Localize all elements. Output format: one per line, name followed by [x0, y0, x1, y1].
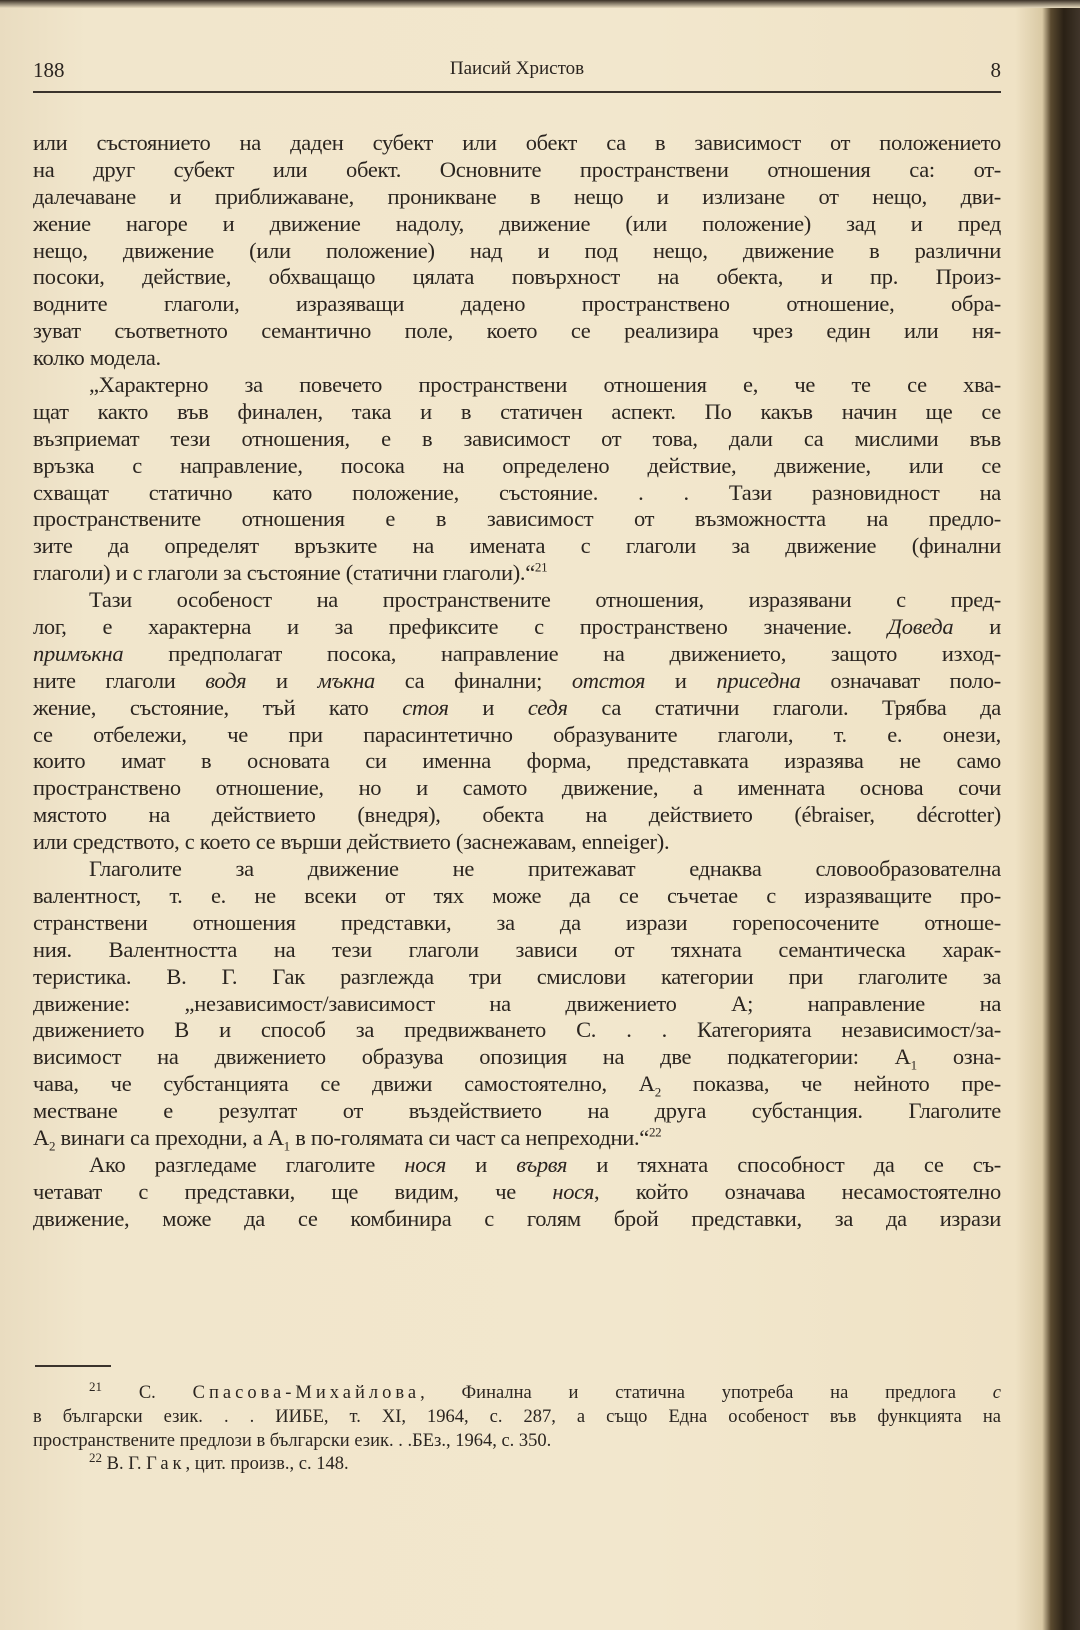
text-line [33, 211, 1001, 238]
footnote-line [33, 1450, 1001, 1477]
text-run: „Характерно за повечето пространствени отношения е, че те се хва- [89, 372, 1001, 398]
text-run: които имат в основата си именна форма, представката изразява не само [33, 748, 1001, 774]
footnote-separator [35, 1365, 111, 1367]
text-line [33, 937, 1001, 964]
text-run: и тяхната способност да се съ- [567, 1151, 1001, 1177]
text-run: А [33, 1124, 49, 1150]
footnote-ref: 21 [534, 559, 548, 575]
italic-term: стоя [402, 694, 449, 720]
text-run: четават с представки, ще видим, че [33, 1178, 553, 1204]
text-run: винаги са преходни, а А [55, 1124, 284, 1150]
text-run: чава, че субстанцията се движи самостоятелно, А [33, 1071, 655, 1097]
text-run: далечаване и приближаване, проникване в нещо и излизане от нещо, дви- [33, 183, 1001, 209]
text-run: схващат статично като положение, състояние. . . Тази разновидност на [33, 479, 1001, 505]
text-run: означават поло- [800, 667, 1001, 693]
text-run: са финални; [375, 667, 572, 693]
footnote-ref: 21 [89, 1378, 102, 1394]
text-run: предполагат посока, направление на движението, защото изход- [123, 640, 1001, 666]
italic-term: мъкна [317, 667, 375, 693]
text-run: лог, е характерна и за префиксите с пространствено значение. [33, 614, 888, 640]
text-line [33, 1017, 1001, 1044]
section-number: 8 [990, 58, 1001, 82]
footnote-ref: 22 [648, 1124, 662, 1140]
text-run: на друг субект или обект. Основните пространствени отношения са: от- [33, 156, 1001, 182]
text-run: и [246, 667, 318, 693]
italic-term: приседна [716, 667, 801, 693]
text-run: ните глаголи [33, 667, 206, 693]
text-run: в български език. . . ИИБЕ, т. XI, 1964, с. 287, а също Една особеност във функцията на [33, 1406, 1001, 1427]
footnote-ref: 22 [89, 1450, 102, 1466]
text-run: озна- [916, 1044, 1001, 1070]
text-run: , който означава несамостоятелно [594, 1178, 1001, 1204]
text-run: зуват съответното семантично поле, което се реализира чрез един или ня- [33, 318, 1001, 344]
text-run: пространствено отношение, но и самото движение, а именната основа сочи [33, 775, 1001, 801]
body-text [33, 130, 1001, 1233]
running-header [33, 58, 1001, 88]
text-run: в по-голямата си част са непреходни.“ [289, 1124, 649, 1150]
text-run: и [448, 694, 528, 720]
text-line [33, 238, 1001, 265]
text-line [33, 533, 1001, 560]
italic-term: Доведа [887, 614, 954, 640]
text-line [33, 291, 1001, 318]
text-run: Ако разгледаме глаголите [89, 1151, 405, 1177]
text-line [33, 372, 1001, 399]
text-run: глаголи) и с глаголи за състояние (статични глаголи).“ [33, 560, 535, 586]
text-line [33, 775, 1001, 802]
text-run: посоки, действие, обхващащо цялата повърхност на обекта, и пр. Произ- [33, 264, 1001, 290]
text-line [33, 1206, 1001, 1233]
text-run: , Финална и статична употреба на предлога [420, 1383, 993, 1403]
text-run: жение, състояние, тъй като [33, 694, 403, 720]
text-run: връзка с направление, посока на определено действие, движение, или се [33, 452, 1001, 478]
text-line [33, 318, 1001, 345]
text-line [33, 560, 1001, 587]
text-run: местване е резултат от въздействието на друга субстанция. Глаголите [33, 1098, 1001, 1124]
text-line [33, 1179, 1001, 1206]
italic-term: отстоя [571, 667, 646, 693]
text-run: ния. Валентността на тези глаголи зависи от тяхната семантическа харак- [33, 936, 1001, 962]
text-line [33, 264, 1001, 291]
text-run: се отбележи, че при парасинтетично образуваните глаголи, т. е. онези, [33, 721, 1001, 747]
text-run: странствени отношения представки, за да изрази горепосочените отноше- [33, 909, 1001, 935]
text-run: движение, може да се комбинира с голям брой представки, за да изрази [33, 1205, 1001, 1231]
italic-term: с [992, 1383, 1001, 1403]
footnote-line [33, 1406, 1001, 1430]
text-line [33, 1071, 1001, 1098]
text-run: пространствените предлози в български език. . .БЕз., 1964, с. 350. [33, 1430, 552, 1451]
text-line [33, 453, 1001, 480]
text-run: валентност, т. е. не всеки от тях може да се съчетае с изразяващите про- [33, 882, 1001, 908]
text-line [33, 695, 1001, 722]
text-line [33, 506, 1001, 533]
italic-term: вървя [516, 1151, 568, 1177]
footnotes [33, 1378, 1001, 1477]
text-run: С. [102, 1383, 193, 1403]
text-run: висимост на движението образува опозиция на две подкатегории: А [33, 1044, 911, 1070]
header-rule [33, 91, 1001, 93]
text-run: показва, че нейното пре- [660, 1071, 1001, 1097]
scan-top-edge [0, 0, 1080, 8]
footnote-line [33, 1430, 1001, 1454]
text-line [33, 426, 1001, 453]
text-run: теристика. В. Г. Гак разглежда три смислови категории при глаголите за [33, 963, 1001, 989]
text-run: щат както във финален, така и в статичен аспект. По какъв начин ще се [33, 398, 1001, 424]
text-line [33, 910, 1001, 937]
text-run: и [953, 614, 1001, 640]
text-run: са статични глаголи. Трябва да [567, 694, 1001, 720]
text-line [33, 1152, 1001, 1179]
text-run: движението В и способ за предвижването С. . . Категорията независимост/за- [33, 1017, 1001, 1043]
text-run: пространствените отношения е в зависимост от възможността на предло- [33, 506, 1001, 532]
subscript: 2 [654, 1084, 661, 1100]
text-run: или състоянието на даден субект или обект са в зависимост от положението [33, 130, 1001, 155]
text-line [33, 802, 1001, 829]
text-line [33, 480, 1001, 507]
text-line [33, 399, 1001, 426]
text-run: Спасова-Михайлова [192, 1383, 421, 1403]
text-line [33, 668, 1001, 695]
text-line [33, 991, 1001, 1018]
running-title: Паисий Христов [449, 58, 585, 79]
text-line [33, 184, 1001, 211]
italic-term: нося [552, 1178, 595, 1204]
text-run: Гак [146, 1454, 186, 1475]
text-run: , цит. произв., с. 148. [185, 1454, 349, 1475]
text-line [33, 1044, 1001, 1071]
italic-term: водя [205, 667, 247, 693]
italic-term: седя [527, 694, 568, 720]
text-line [33, 964, 1001, 991]
text-run: Глаголите за движение не притежават еднаква словообразователна [89, 856, 1001, 882]
text-run: жение нагоре и движение надолу, движение (или положение) зад и пред [33, 210, 1001, 236]
italic-term: примъкна [33, 640, 124, 666]
text-run: възприемат тези отношения, е в зависимост от това, дали са мислими във [33, 425, 1001, 451]
text-line [33, 722, 1001, 749]
text-line [33, 130, 1001, 157]
footnote-line [33, 1378, 1001, 1406]
text-line [33, 587, 1001, 614]
text-line [33, 614, 1001, 641]
text-line [33, 829, 1001, 856]
text-run: движение: „независимост/зависимост на движението А; направление на [33, 990, 1001, 1016]
italic-term: нося [404, 1151, 446, 1177]
text-run: зите да определят връзките на имената с глаголи за движение (финални [33, 533, 1001, 559]
text-line [33, 856, 1001, 883]
text-run: колко модела. [33, 345, 161, 371]
text-run: Тази особеност на пространствените отношения, изразявани с пред- [89, 587, 1001, 613]
text-run: или средството, с което се върши действието (заснежавам, enneiger). [33, 829, 670, 855]
text-line [33, 345, 1001, 372]
text-line [33, 157, 1001, 184]
text-run: и [645, 667, 717, 693]
text-run: нещо, движение (или положение) над и под нещо, движение в различни [33, 237, 1001, 263]
page-number: 188 [33, 58, 65, 82]
text-line [33, 641, 1001, 668]
subscript: 2 [48, 1138, 56, 1154]
subscript: 1 [283, 1138, 290, 1154]
text-run: водните глаголи, изразяващи дадено пространствено отношение, обра- [33, 291, 1001, 317]
text-run: и [446, 1151, 517, 1177]
text-line [33, 1098, 1001, 1125]
text-run: В. Г. [102, 1454, 147, 1475]
text-line [33, 883, 1001, 910]
text-line [33, 1125, 1001, 1152]
text-line [33, 748, 1001, 775]
subscript: 1 [910, 1057, 917, 1073]
text-run: мястото на действието (внедря), обекта на действието (ébraiser, décrotter) [33, 802, 1001, 828]
